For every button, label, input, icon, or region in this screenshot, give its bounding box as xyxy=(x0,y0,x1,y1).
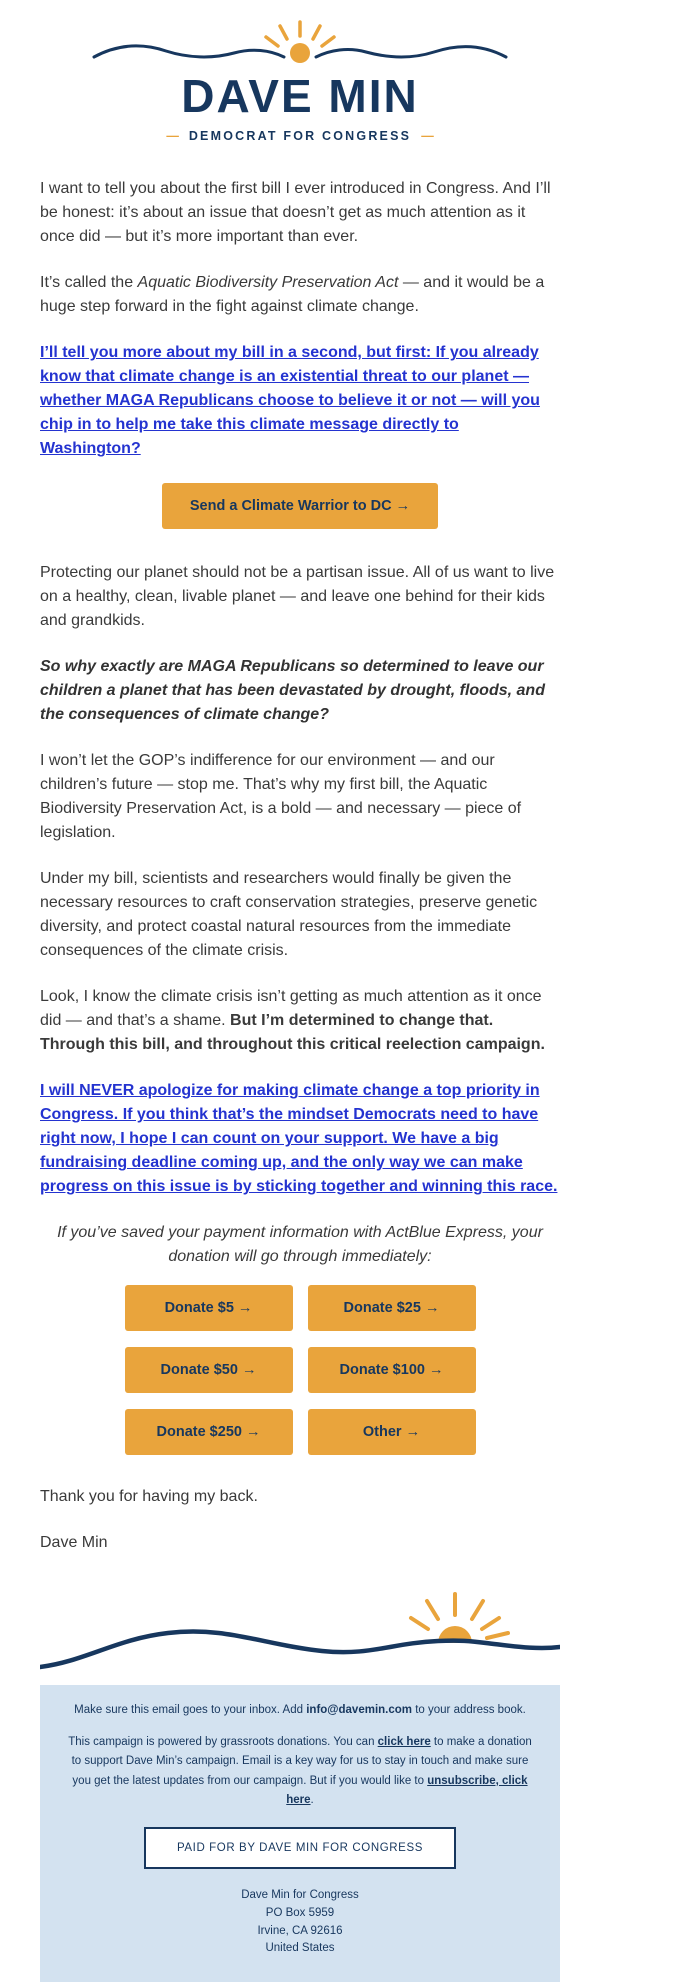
campaign-logo xyxy=(40,16,560,143)
inbox-note-pre: Make sure this email goes to your inbox. Add xyxy=(74,1704,307,1717)
donate-click-here-link[interactable]: click here xyxy=(377,1735,431,1748)
candidate-name: DAVE MIN xyxy=(181,70,419,122)
donate-button-grid xyxy=(40,1285,560,1455)
contact-email: info@davemin.com xyxy=(306,1704,413,1717)
donate-50-button[interactable]: Donate $50 → xyxy=(125,1347,293,1393)
maga-question-paragraph: So why exactly are MAGA Republicans so determined to leave our children a planet that has been devastated by drought, floods, and the consequences of climate change? xyxy=(40,658,545,724)
tagline-dash-right-icon: — xyxy=(421,129,434,144)
actblue-express-note: If you’ve saved your payment information with ActBlue Express, your donation will go through immediately: xyxy=(57,1224,543,1266)
bill-paragraph xyxy=(40,271,560,319)
sun-waves-logo-icon xyxy=(90,16,510,70)
determined-paragraph-pre: Look, I know the climate crisis isn’t getting as much attention as it once did — and that’s a shame. xyxy=(40,988,542,1030)
unsubscribe-link[interactable]: unsubscribe, click here xyxy=(286,1774,528,1807)
address-line-pobox: PO Box 5959 xyxy=(265,1906,335,1919)
inbox-note xyxy=(68,1701,532,1719)
inbox-note-post: to your address book. xyxy=(412,1704,526,1717)
donate-100-button[interactable]: Donate $100 → xyxy=(308,1347,476,1393)
grassroots-note-pre: This campaign is powered by grassroots donations. You can xyxy=(68,1735,378,1748)
bill-details-paragraph: Under my bill, scientists and researchers would finally be given the necessary resources to craft conservation strategies, preserve genetic diversity, and protect coastal natural resources from the immediate consequences of the climate crisis. xyxy=(40,870,538,960)
donate-25-button[interactable]: Donate $25 → xyxy=(308,1285,476,1331)
determined-paragraph-bold: But I’m determined to change that. Through this bill, and throughout this critical reelection campaign. xyxy=(40,1012,545,1054)
gop-indifference-paragraph: I won’t let the GOP’s indifference for our environment — and our children’s future — stop me. That’s why my first bill, the Aquatic Biodiversity Preservation Act, is a bold — and necessary — piece of legislation. xyxy=(40,752,522,842)
sun-hills-art-icon xyxy=(40,1581,560,1685)
send-climate-warrior-button[interactable]: Send a Climate Warrior to DC → xyxy=(162,483,438,529)
cta-button-row xyxy=(40,483,560,529)
grassroots-note xyxy=(68,1733,532,1811)
grassroots-note-post: . xyxy=(310,1794,314,1807)
bill-paragraph-post: — and it would be a huge step forward in the fight against climate change. xyxy=(40,274,545,316)
chip-in-link[interactable]: I’ll tell you more about my bill in a second, but first: If you already know that climate change is an existential threat to our planet — whether MAGA Republicans choose to believe it or not — will you chip in to help me take this climate message directly to Washington? xyxy=(40,344,540,458)
mailing-address xyxy=(68,1887,532,1958)
thanks-paragraph: Thank you for having my back. xyxy=(40,1488,258,1506)
donate-other-button[interactable]: Other → xyxy=(308,1409,476,1455)
bill-paragraph-pre: It’s called the xyxy=(40,274,138,292)
email-footer xyxy=(40,1581,560,1982)
brand-tagline xyxy=(40,129,560,143)
paid-for-disclaimer: PAID FOR BY DAVE MIN FOR CONGRESS xyxy=(144,1827,456,1869)
tagline-text: DEMOCRAT FOR CONGRESS xyxy=(188,129,412,144)
email-container xyxy=(40,0,560,1982)
email-content xyxy=(40,177,560,1555)
address-line-city: Irvine, CA 92616 xyxy=(257,1924,343,1937)
address-line-country: United States xyxy=(265,1942,335,1955)
never-apologize-link[interactable]: I will NEVER apologize for making climate change a top priority in Congress. If you think that’s the mindset Democrats need to have right now, I hope I can count on your support. We have a big fundraising deadline coming up, and the only way we can make progress on this issue is by sticking together and winning this race. xyxy=(40,1082,558,1196)
donation-appeal-2 xyxy=(40,1079,560,1199)
footer-panel xyxy=(40,1685,560,1982)
donate-5-button[interactable]: Donate $5 → xyxy=(125,1285,293,1331)
donate-250-button[interactable]: Donate $250 → xyxy=(125,1409,293,1455)
signature: Dave Min xyxy=(40,1534,108,1552)
bill-name: Aquatic Biodiversity Preservation Act xyxy=(137,274,399,292)
determined-paragraph xyxy=(40,985,560,1057)
intro-paragraph: I want to tell you about the first bill I ever introduced in Congress. And I’ll be honest: it’s about an issue that doesn’t get as much attention as it once did — but it’s more important than ever. xyxy=(40,180,551,246)
address-line-org: Dave Min for Congress xyxy=(241,1888,359,1901)
partisan-paragraph: Protecting our planet should not be a partisan issue. All of us want to live on a healthy, clean, livable planet — and leave one behind for their kids and grandkids. xyxy=(40,564,555,630)
grassroots-note-mid: to make a donation to support Dave Min’s campaign. Email is a key way for us to stay in touch and make sure you get the latest updates from our campaign. But if you would like to xyxy=(71,1735,532,1787)
tagline-dash-left-icon: — xyxy=(166,129,179,144)
donation-appeal-1 xyxy=(40,341,560,461)
